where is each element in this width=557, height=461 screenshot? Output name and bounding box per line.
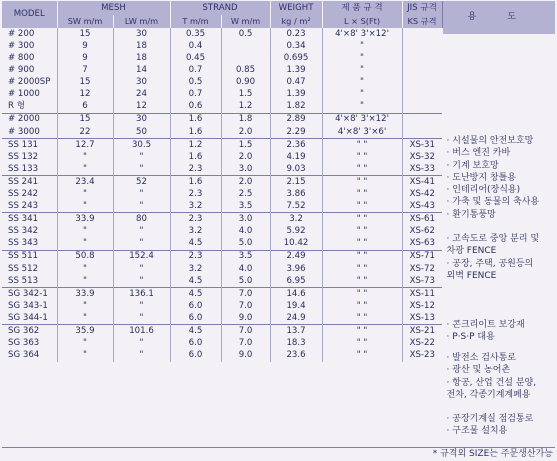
cell-kg: 0.23 [270, 28, 322, 40]
cell-t: 0.4 [170, 40, 221, 52]
cell-spec: " [322, 101, 402, 114]
cell-sw: 15 [57, 28, 113, 40]
uses-item: · 광산 및 농어촌 [446, 365, 511, 376]
cell-lw: " [113, 337, 170, 349]
uses-list [447, 319, 554, 344]
cell-w: 4.0 [221, 226, 270, 238]
cell-spec: " " [322, 325, 402, 338]
spec-table [2, 1, 555, 437]
uses-list [447, 135, 554, 221]
cell-model: SS 341 [2, 213, 57, 226]
cell-kg: 3.86 [270, 188, 322, 200]
uses-item: · 고속도로 중앙 분리 및 [446, 234, 540, 244]
cell-sw: 33.9 [57, 287, 113, 300]
cell-spec: " " [322, 337, 402, 349]
cell-t: 2.3 [170, 163, 221, 176]
cell-lw: 30.5 [113, 138, 170, 151]
cell-kg: 3.2 [270, 213, 322, 226]
cell-spec: " " [322, 213, 402, 226]
cell-model: # 300 [8, 40, 35, 51]
cell-model: SG 343-1 [8, 300, 48, 311]
cell-lw: 136.1 [113, 287, 170, 300]
cell-sw: " [57, 188, 113, 200]
cell-ks: XS-11 [402, 287, 442, 300]
uses-item: · 콘크리이트 보강재 [446, 320, 525, 330]
cell-sw: 50.8 [57, 250, 113, 263]
cell-kg: 1.82 [270, 101, 322, 114]
uses-item: · P·S·P 대용 [446, 332, 495, 343]
cell-model: # 800 [8, 52, 35, 63]
cell-kg: 0.34 [270, 40, 322, 52]
cell-t: 6.0 [170, 349, 221, 361]
cell-ks [402, 113, 442, 126]
cell-ks: XS-41 [402, 176, 442, 189]
uses-item: · 공장, 주택, 공원등의 [446, 258, 534, 269]
cell-model: SG 342-1 [2, 287, 57, 300]
cell-w [221, 52, 270, 64]
cell-kg: 0.47 [270, 76, 322, 88]
cell-lw: 30 [113, 76, 170, 88]
cell-model: R 형 [8, 101, 26, 112]
cell-t: 6.0 [170, 337, 221, 349]
cell-sw: 15 [57, 113, 113, 126]
cell-lw: 30 [113, 28, 170, 40]
cell-model: SS 342 [8, 226, 39, 237]
cell-w: 5.0 [221, 275, 270, 288]
cell-w: 7.0 [221, 300, 270, 312]
cell-ks [402, 40, 442, 52]
cell-kg: 5.92 [270, 226, 322, 238]
cell-spec: " [322, 52, 402, 64]
cell-lw: 101.6 [113, 325, 170, 338]
cell-kg: 9.03 [270, 163, 322, 176]
cell-ks: XS-13 [402, 312, 442, 325]
cell-sw: " [57, 312, 113, 325]
cell-kg: 1.39 [270, 64, 322, 76]
cell-lw: 152.4 [113, 250, 170, 263]
uses-item: · 구조물 설치용 [446, 426, 508, 437]
cell-sw: " [57, 151, 113, 163]
header-t: T m/m [170, 15, 221, 28]
cell-lw: " [113, 188, 170, 200]
cell-w: 1.2 [221, 101, 270, 114]
cell-lw: " [113, 349, 170, 361]
cell-ks [402, 52, 442, 64]
cell-t: 2.3 [170, 188, 221, 200]
header-w: W m/m [221, 15, 270, 28]
cell-sw: " [57, 349, 113, 361]
cell-sw: " [57, 300, 113, 312]
cell-lw: 18 [113, 40, 170, 52]
uses-item: · 기계 보호망 [446, 160, 499, 171]
table-row [2, 40, 555, 52]
cell-spec: " " [322, 263, 402, 275]
cell-sw: 6 [57, 101, 113, 114]
uses-list [447, 352, 554, 401]
cell-kg: 2.89 [270, 113, 322, 126]
header-jis: JIS 규격 [402, 1, 442, 15]
uses-item: · 인테리어(장식용) [446, 185, 521, 196]
cell-spec: " [322, 40, 402, 52]
cell-lw: " [113, 263, 170, 275]
cell-ks: XS-21 [402, 325, 442, 338]
uses-item: 외벽 FENCE [446, 270, 497, 281]
cell-sw: " [57, 275, 113, 288]
cell-kg: 2.36 [270, 138, 322, 151]
cell-kg: 24.9 [270, 312, 322, 325]
cell-lw: 24 [113, 88, 170, 100]
header-sw: SW m/m [57, 15, 113, 28]
cell-model: # 1000 [8, 89, 40, 100]
uses-list [447, 233, 554, 282]
cell-model: SS 133 [8, 163, 39, 174]
uses-item: 전차, 각종기계계폐용 [446, 389, 531, 400]
cell-t: 1.6 [170, 151, 221, 163]
cell-ks: XS-42 [402, 188, 442, 200]
cell-model: # 3000 [8, 126, 40, 137]
cell-spec: " " [322, 188, 402, 200]
cell-lw: 12 [113, 101, 170, 114]
cell-spec: " " [322, 238, 402, 251]
cell-model: SS 241 [2, 176, 57, 189]
cell-w: 3.0 [221, 163, 270, 176]
cell-spec: 4'×8' 3'×12' [322, 113, 402, 126]
cell-spec: 4'×8' 3'×6' [322, 126, 402, 139]
cell-w: 0.5 [221, 28, 270, 40]
cell-kg: 6.95 [270, 275, 322, 288]
cell-lw: " [113, 312, 170, 325]
cell-model: # 2000 [2, 113, 57, 126]
cell-model: SS 242 [8, 188, 39, 199]
cell-sw: 22 [57, 126, 113, 139]
uses-item: · 공장기계실 점검통로 [446, 414, 534, 424]
cell-w: 2.0 [221, 176, 270, 189]
cell-ks: XS-23 [402, 349, 442, 361]
cell-spec: " [322, 76, 402, 88]
cell-lw: 14 [113, 64, 170, 76]
cell-sw: 33.9 [57, 213, 113, 226]
cell-model: # 2000SP [8, 77, 51, 88]
cell-spec: 4'×8' 3'×12' [322, 28, 402, 40]
cell-spec: " " [322, 312, 402, 325]
cell-sw: 12.7 [57, 138, 113, 151]
table-row [2, 300, 555, 312]
cell-ks [402, 76, 442, 88]
cell-model: SG 362 [2, 325, 57, 338]
cell-sw: 15 [57, 76, 113, 88]
cell-t: 0.7 [170, 88, 221, 100]
uses-item: · 도난방지 창틀용 [446, 172, 516, 183]
cell-model: SG 364 [8, 350, 40, 361]
cell-lw: 30 [113, 113, 170, 126]
cell-ks: XS-61 [402, 213, 442, 226]
cell-model: SS 131 [2, 138, 57, 151]
cell-sw: " [57, 238, 113, 251]
cell-lw: 52 [113, 176, 170, 189]
cell-kg: 7.52 [270, 200, 322, 213]
cell-lw: " [113, 200, 170, 213]
uses-item: · 버스 엔진 카바 [446, 148, 511, 159]
cell-t: 1.6 [170, 126, 221, 139]
table-row [2, 287, 555, 300]
cell-ks [402, 126, 442, 139]
cell-t: 3.2 [170, 226, 221, 238]
cell-sw: " [57, 337, 113, 349]
cell-spec: " " [322, 226, 402, 238]
header-spec: 제 품 규 격 [322, 1, 402, 15]
cell-sw: " [57, 200, 113, 213]
header-mesh: MESH [57, 1, 170, 15]
header-kg: kg / m² [270, 15, 322, 28]
cell-sw: 12 [57, 88, 113, 100]
cell-sw: 23.4 [57, 176, 113, 189]
cell-t: 2.3 [170, 213, 221, 226]
uses-column [442, 1, 555, 437]
cell-ks: XS-73 [402, 275, 442, 288]
cell-w: 1.5 [221, 138, 270, 151]
cell-ks [402, 28, 442, 40]
header-ks: KS 규격 [402, 15, 442, 28]
cell-model: SS 243 [8, 201, 39, 212]
cell-kg: 14.6 [270, 287, 322, 300]
cell-ks: XS-43 [402, 200, 442, 213]
cell-ks [402, 64, 442, 76]
cell-kg: 0.695 [270, 52, 322, 64]
cell-sw: " [57, 226, 113, 238]
table-row [2, 101, 555, 114]
cell-model: # 900 [8, 65, 35, 76]
uses-item: · 가축 및 동물의 축사용 [446, 197, 540, 208]
cell-sw: " [57, 163, 113, 176]
cell-ks: XS-63 [402, 238, 442, 251]
cell-spec: " " [322, 300, 402, 312]
cell-ks [402, 101, 442, 114]
cell-w: 1.8 [221, 113, 270, 126]
cell-ks: XS-12 [402, 300, 442, 312]
cell-t: 1.6 [170, 176, 221, 189]
cell-t: 4.5 [170, 287, 221, 300]
table-row [2, 64, 555, 76]
table-row [2, 88, 555, 100]
cell-t: 4.5 [170, 325, 221, 338]
cell-spec: " " [322, 287, 402, 300]
cell-kg: 19.4 [270, 300, 322, 312]
cell-spec: " " [322, 349, 402, 361]
uses-item: · 시설물의 안전보호망 [446, 136, 534, 146]
uses-item: · 발전소 검사통로 [446, 353, 516, 363]
cell-t: 0.35 [170, 28, 221, 40]
cell-t: 0.7 [170, 64, 221, 76]
cell-t: 3.2 [170, 263, 221, 275]
cell-model: SS 132 [8, 151, 39, 162]
cell-w: 2.0 [221, 151, 270, 163]
cell-sw: 35.9 [57, 325, 113, 338]
cell-spec: " " [322, 275, 402, 288]
uses-item: · 환기통풍망 [446, 209, 496, 220]
cell-model: SG 363 [8, 338, 40, 349]
cell-lw: " [113, 275, 170, 288]
cell-kg: 10.42 [270, 238, 322, 251]
cell-ks: XS-62 [402, 226, 442, 238]
cell-kg: 2.15 [270, 176, 322, 189]
cell-kg: 2.29 [270, 126, 322, 139]
cell-w: 7.0 [221, 325, 270, 338]
cell-lw: 80 [113, 213, 170, 226]
cell-t: 6.0 [170, 312, 221, 325]
cell-w: 9.0 [221, 349, 270, 361]
header-weight: WEIGHT [270, 1, 322, 15]
cell-kg: 2.49 [270, 250, 322, 263]
cell-sw: 9 [57, 40, 113, 52]
cell-lw: " [113, 226, 170, 238]
cell-spec: " " [322, 151, 402, 163]
cell-ks: XS-31 [402, 138, 442, 151]
cell-lw: " [113, 151, 170, 163]
header-uses: 용 도 [443, 1, 556, 34]
cell-t: 1.2 [170, 138, 221, 151]
cell-spec: " " [322, 138, 402, 151]
cell-sw: " [57, 263, 113, 275]
cell-t: 1.6 [170, 113, 221, 126]
cell-ks: XS-22 [402, 337, 442, 349]
header-lw: LW m/m [113, 15, 170, 28]
cell-t: 3.2 [170, 200, 221, 213]
uses-item: 차광 FENCE [446, 246, 497, 257]
cell-spec: " " [322, 163, 402, 176]
cell-w: 4.0 [221, 263, 270, 275]
cell-lw: " [113, 300, 170, 312]
cell-spec: " " [322, 250, 402, 263]
cell-ks [402, 88, 442, 100]
cell-t: 2.3 [170, 250, 221, 263]
uses-item: · 항공, 산업 건설 분양, [446, 377, 537, 388]
cell-kg: 23.6 [270, 349, 322, 361]
cell-model: # 200 [8, 28, 35, 39]
cell-t: 4.5 [170, 275, 221, 288]
table-row [2, 113, 555, 126]
cell-t: 4.5 [170, 238, 221, 251]
cell-lw: " [113, 163, 170, 176]
cell-ks: XS-71 [402, 250, 442, 263]
cell-w: 2.5 [221, 188, 270, 200]
cell-t: 0.6 [170, 101, 221, 114]
header-model: MODEL [2, 1, 57, 28]
cell-w: 3.0 [221, 213, 270, 226]
cell-w [221, 40, 270, 52]
cell-kg: 1.39 [270, 88, 322, 100]
cell-lw: 18 [113, 52, 170, 64]
cell-model: SS 512 [8, 263, 39, 274]
cell-t: 6.0 [170, 300, 221, 312]
cell-spec: " [322, 64, 402, 76]
cell-w: 0.85 [221, 64, 270, 76]
table-row [2, 52, 555, 64]
cell-w: 1.5 [221, 88, 270, 100]
cell-w: 3.5 [221, 250, 270, 263]
cell-w: 0.90 [221, 76, 270, 88]
cell-ks: XS-32 [402, 151, 442, 163]
cell-kg: 13.7 [270, 325, 322, 338]
cell-kg: 18.3 [270, 337, 322, 349]
cell-sw: 7 [57, 64, 113, 76]
cell-kg: 3.96 [270, 263, 322, 275]
table-row [2, 76, 555, 88]
cell-lw: 50 [113, 126, 170, 139]
cell-w: 3.5 [221, 200, 270, 213]
cell-ks: XS-72 [402, 263, 442, 275]
cell-model: SS 513 [8, 275, 39, 286]
cell-w: 5.0 [221, 238, 270, 251]
uses-list [447, 413, 554, 438]
cell-spec: " " [322, 176, 402, 189]
cell-t: 0.5 [170, 76, 221, 88]
cell-kg: 4.19 [270, 151, 322, 163]
cell-w: 7.0 [221, 337, 270, 349]
cell-w: 7.0 [221, 287, 270, 300]
cell-w: 9.0 [221, 312, 270, 325]
cell-sw: 9 [57, 52, 113, 64]
header-strand: STRAND [170, 1, 270, 15]
cell-model: SS 511 [2, 250, 57, 263]
cell-spec: " [322, 88, 402, 100]
header-lxs: L × S(Ft) [322, 15, 402, 28]
cell-w: 2.0 [221, 126, 270, 139]
cell-model: SS 343 [8, 238, 39, 249]
cell-t: 0.45 [170, 52, 221, 64]
footnote: * 규격외 SIZE는 주문생산가능 [432, 449, 553, 459]
cell-spec: " " [322, 200, 402, 213]
cell-ks: XS-33 [402, 163, 442, 176]
cell-lw: " [113, 238, 170, 251]
cell-model: SG 344-1 [8, 312, 48, 323]
